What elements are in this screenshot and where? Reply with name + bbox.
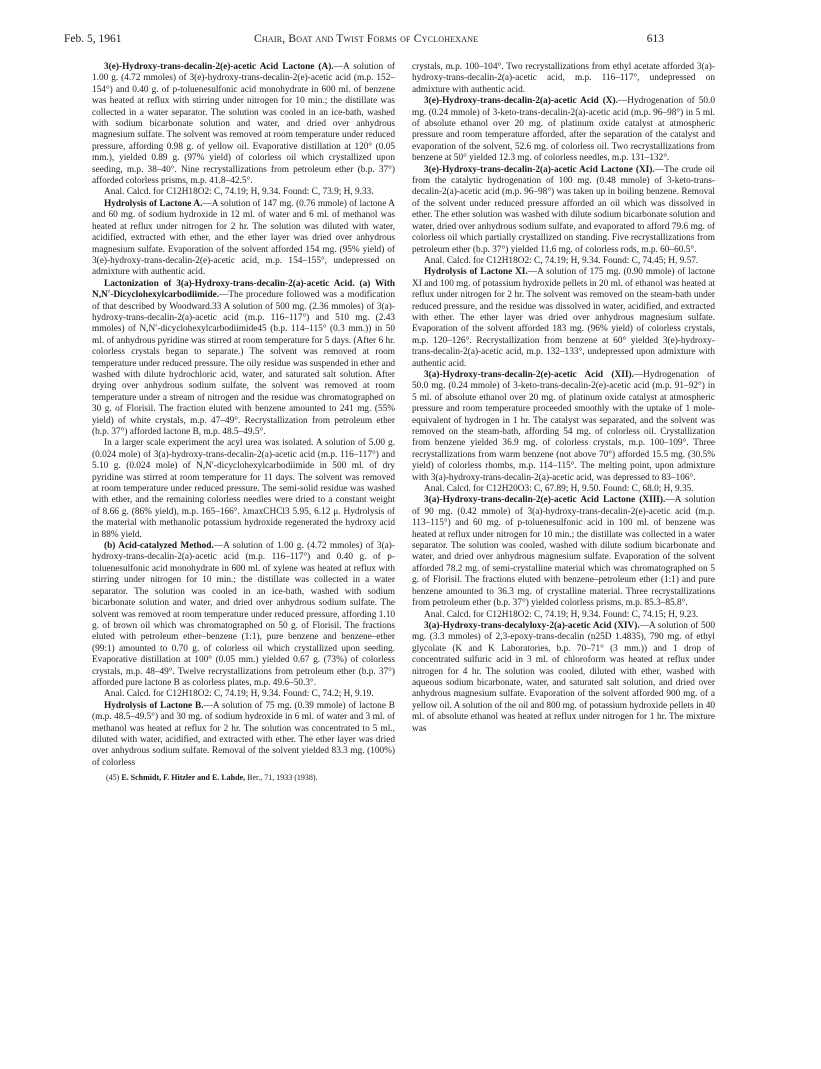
paragraph-heading: Hydrolysis of Lactone XI.	[424, 267, 528, 278]
paragraph	[92, 187, 395, 198]
paragraph	[92, 199, 395, 279]
paragraph-text: —Hydrogenation of 50.0 mg. (0.24 mmole) of 3-keto-trans-decalin-2(e)-acetic acid (m.p. 91–92°) in 5 ml. of absolute ethanol over 20 mg. of platinum oxide catalyst at atmospheric pressure and room temperature proceeded smoothly with the uptake of 1 mole-equivalent of hydrogen in 1 hr. The catalyst was separated, and the solvent was removed on the steam-bath, affording 54 mg. of colorless oil. Crystallization from benzene yielded 36.9 mg. of colorless crystals, m.p. 100–109°. Three recrystallizations from warm benzene (not above 70°) afforded 15.5 mg. (30.5% yield) of colorless rhombs, m.p. 114–115°. The melting point, upon admixture with 3(a)-hydroxy-trans-decalin-2(a)-acetic acid, was depressed to 83–106°.	[412, 369, 715, 483]
paragraph-text: Anal. Calcd. for C12H18O2: C, 74.19; H, 9.34. Found: C, 74.15; H, 9.23.	[424, 609, 699, 620]
paragraph	[92, 438, 395, 541]
paragraph	[412, 62, 715, 96]
paragraph	[412, 267, 715, 370]
right-column	[412, 62, 715, 735]
paragraph-text: In a larger scale experiment the acyl urea was isolated. A solution of 5.00 g. (0.024 mole) of 3(a)-hydroxy-trans-decalin-2(a)-acetic acid (m.p. 116–117°) and 5.10 g. (0.024 mole) of N,N′-dicyclohexylcarbodiimide in 500 ml. of dry pyridine was stirred at room temperature for 11 days. The solvent was removed at room temperature under reduced pressure. The semi-solid residue was washed with ether, and the remaining colorless needles were dried to a constant weight of 8.66 g. (86% yield), m.p. 165–166°. λmaxCHCl3 5.95, 6.12 μ. Hydrolysis of the material with methanolic potassium hydroxide regenerated the hydroxy acid in 88% yield.	[92, 438, 395, 540]
paragraph-heading: 3(a)-Hydroxy-trans-decalin-2(e)-acetic Acid Lactone (XIII).	[424, 495, 666, 506]
paragraph-heading: 3(a)-Hydroxy-trans-decalin-2(e)-acetic Acid (XII).	[424, 369, 634, 380]
paragraph-text: —A solution of 90 mg. (0.42 mmole) of 3(a)-hydroxy-trans-decalin-2(e)-acetic acid (m.p. 113–115°) and 60 mg. of p-toluenesulfonic acid in 100 ml. of benzene was heated at reflux under nitrogen for 10 min.; the distillate was collected in a water separator. The solution was cooled, washed with dilute sodium bicarbonate and water, and dried over anhydrous magnesium sulfate. Evaporation of the solvent afforded 78.2 mg. of semi-crystalline material which was chromatographed on 5 g. of Florisil. The fractions eluted with benzene–petroleum ether (1:1) and pure benzene amounted to 36.3 mg. of crystalline material. Three recrystallizations from petroleum ether (b.p. 37°) yielded colorless prisms, m.p. 85.3–85.8°.	[412, 495, 715, 609]
page-header	[64, 33, 664, 49]
footnote-authors: E. Schmidt, F. Hitzler and E. Lahde,	[121, 773, 246, 783]
paragraph	[92, 701, 395, 769]
paragraph-text: crystals, m.p. 100–104°. Two recrystallizations from ethyl acetate afforded 3(a)-hydroxy-trans-decalin-2(a)-acetic acid, m.p. 116–117°, undepressed on admixture with authentic acid.	[412, 62, 715, 95]
paragraph-text: Anal. Calcd. for C12H18O2: C, 74.19; H, 9.34. Found: C, 74.2; H, 9.19.	[104, 689, 374, 700]
page-number: 613	[646, 33, 664, 45]
paragraph-text: —A solution of 147 mg. (0.76 mmole) of lactone A and 60 mg. of sodium hydroxide in 12 ml. of water and 6 ml. of methanol was heated at reflux under nitrogen for 2 hr. The solution was diluted with water, acidified, extracted with ether, and the ether layer was dried over anhydrous magnesium sulfate. Evaporation of the solvent afforded 154 mg. (95% yield) of 3(e)-hydroxy-trans-decalin-2(e)-acetic acid, m.p. 154–155°, undepressed on admixture with authentic acid.	[92, 198, 395, 278]
paragraph-heading: 3(e)-Hydroxy-trans-decalin-2(e)-acetic Acid Lactone (A).	[104, 62, 334, 72]
paragraph-text: —The procedure followed was a modification of that described by Woodward.33 A solution of 500 mg. (2.36 mmoles) of 3(a)-hydroxy-trans-decalin-2(a)-acetic acid (m.p. 116–117°) and 510 mg. (2.43 mmoles) of N,N′-dicyclohexylcarbodiimide45 (b.p. 114–115° (0.3 mm.)) in 50 ml. of anhydrous pyridine was stirred at room temperature for 5 days. (After 6 hr. colorless crystals began to separate.) The solvent was removed at room temperature under reduced pressure. The oily residue was suspended in ether and washed with dilute hydrochloric acid, water, and saturated salt solution. After drying over anhydrous sodium sulfate, the solvent was removed at room temperature under a stream of nitrogen and the residue was chromatographed on 30 g. of Florisil. The fraction eluted with benzene amounted to 241 mg. (55% yield) of white crystals, m.p. 47–49°. Recrystallization from petroleum ether (b.p. 37°) afforded lactone B, m.p. 48.5–49.5°.	[92, 290, 395, 437]
paragraph-heading: 3(e)-Hydroxy-trans-decalin-2(a)-acetic Acid Lactone (XI).	[424, 164, 655, 175]
footnote	[92, 773, 395, 783]
paragraph-heading: 3(e)-Hydroxy-trans-decalin-2(a)-acetic Acid (X).	[424, 96, 618, 107]
paragraph-text: —A solution of 500 mg. (3.3 mmoles) of 2,3-epoxy-trans-decalin (n25D 1.4835), 790 mg. of ethyl glycolate (K and K Laboratories, b.p. 70–71° (3 mm.)) and 1 drop of concentrated sulfuric acid in 3 ml. of chloroform was heated at reflux under nitrogen for 4 hr. The solution was cooled, diluted with ether, washed with aqueous sodium bicarbonate, water, and saturated salt solution, and dried over anhydrous magnesium sulfate. Evaporation of the solvent afforded 900 mg. of a yellow oil. A solution of the oil and 800 mg. of potassium hydroxide pellets in 40 ml. of absolute ethanol was heated at reflux under nitrogen for 1 hr. The mixture was	[412, 620, 715, 734]
footnote-citation: Ber., 71, 1933 (1938).	[247, 773, 318, 783]
paragraph	[92, 689, 395, 700]
paragraph	[412, 96, 715, 164]
paragraph	[92, 541, 395, 689]
paragraph	[92, 62, 395, 187]
paragraph-heading: 3(a)-Hydroxy-trans-decalyloxy-2(a)-acetic Acid (XIV).	[424, 620, 640, 631]
paragraph-heading: Hydrolysis of Lactone B.	[104, 700, 204, 711]
paragraph-heading: (b) Acid-catalyzed Method.	[104, 541, 214, 552]
paragraph-text: —The crude oil from the catalytic hydrogenation of 100 mg. (0.48 mmole) of 3-keto-trans-decalin-2(a)-acetic acid (m.p. 96–98°) was taken up in boiling benzene. Removal of the solvent under reduced pressure afforded an oil which was dissolved in ether. The ether solution was washed with dilute sodium bicarbonate solution and water, dried over anhydrous sodium sulfate, and evaporated to afford 79.6 mg. of colorless oil which partially crystallized on standing. Five recrystallizations from petroleum ether (b.p. 37°) yielded 11.6 mg. of colorless rods, m.p. 60–60.5°.	[412, 164, 715, 255]
paragraph-text: Anal. Calcd. for C12H18O2: C, 74.19; H, 9.34. Found: C, 74.45; H, 9.57.	[424, 255, 699, 266]
paragraph	[412, 610, 715, 621]
paragraph-text: Anal. Calcd. for C12H18O2: C, 74.19; H, 9.34. Found: C, 73.9; H, 9.33.	[104, 187, 374, 198]
paragraph-text: —A solution of 75 mg. (0.39 mmole) of lactone B (m.p. 48.5–49.5°) and 30 mg. of sodium hydroxide in 6 ml. of water and 3 ml. of methanol was heated at reflux for 2 hr. The solution was concentrated to 5 ml., diluted with water, acidified, and extracted with ether. The ether layer was dried over anhydrous sodium sulfate. Removal of the solvent yielded 83.3 mg. (100%) of colorless	[92, 700, 395, 768]
left-column	[92, 62, 395, 783]
paragraph	[412, 370, 715, 484]
paragraph-text: —A solution of 1.00 g. (4.72 mmoles) of 3(e)-hydroxy-trans-decalin-2(e)-acetic acid (m.p. 152–154°) and 0.40 g. of p-toluenesulfonic acid monohydrate in 600 ml. of benzene was heated at reflux with stirring under nitrogen for 10 min.; the distillate was collected in a water separator. The solution was cooled in an ice-bath, washed with sodium bicarbonate solution and water, and dried over anhydrous magnesium sulfate. The solvent was removed at room temperature under reduced pressure, affording 0.98 g. of yellow oil. Evaporative distillation at 120° (0.05 mm.), yielded 0.89 g. (97% yield) of colorless oil which crystallized upon seeding, m.p. 38–40°. Nine recrystallizations from petroleum ether (b.p. 37°) afforded colorless prisms, m.p. 41.8–42.5°.	[92, 62, 395, 187]
paragraph	[412, 165, 715, 256]
paragraph-heading: Lactonization of 3(a)-Hydroxy-trans-decalin-2(a)-acetic Acid. (a) With N,N′-Dicyclohexylcarbodiimide.	[92, 278, 395, 301]
paragraph-text: —A solution of 175 mg. (0.90 mmole) of lactone XI and 100 mg. of potassium hydroxide pellets in 20 ml. of ethanol was heated at reflux under nitrogen for 2 hr. The solvent was removed on the steam-bath under reduced pressure, and the residue was dissolved in water, acidified, and extracted with ether. The ether layer was dried over anhydrous magnesium sulfate. Evaporation of the solvent afforded 183 mg. (96% yield) of colorless crystals, m.p. 120–126°. Recrystallization from benzene at 60° yielded 3(e)-hydroxy-trans-decalin-2(a)-acetic acid, m.p. 132–133°, undepressed upon admixture with authentic acid.	[412, 267, 715, 369]
paragraph-text: —A solution of 1.00 g. (4.72 mmoles) of 3(a)-hydroxy-trans-decalin-2(a)-acetic acid (m.p. 116–117°) and 0.40 g. of p-toluenesulfonic acid monohydrate in 600 ml. of xylene was heated at reflux with stirring under nitrogen for 10 min.; the distillate was collected in a water separator. The solution was cooled in an ice-bath, washed with sodium bicarbonate solution and water, and dried over anhydrous sodium sulfate. The solvent was removed at room temperature under reduced pressure, affording 1.10 g. of brown oil which was chromatographed on 50 g. of Florisil. The fractions eluted with petroleum ether–benzene (1:1), pure benzene and benzene–ether (99:1) amounted to 0.70 g. of colorless oil which crystallized upon seeding. Evaporative distillation at 100° (0.05 mm.) yielded 0.67 g. (73%) of colorless crystals, m.p. 48–49°. Twelve recrystallizations from petroleum ether (b.p. 37°) afforded pure lactone B as colorless plates, m.p. 49.6–50.3°.	[92, 541, 395, 688]
footnote-number: (45)	[106, 773, 120, 783]
paragraph	[412, 621, 715, 735]
paragraph	[412, 495, 715, 609]
paragraph-heading: Hydrolysis of Lactone A.	[104, 198, 203, 209]
paragraph	[412, 256, 715, 267]
paragraph	[412, 484, 715, 495]
running-title: Chair, Boat and Twist Forms of Cyclohexane	[254, 33, 479, 45]
paragraph-text: Anal. Calcd. for C12H20O3: C, 67.89; H, 9.50. Found: C, 68.0; H, 9.35.	[424, 484, 694, 495]
header-date: Feb. 5, 1961	[64, 33, 122, 45]
paragraph-text: —Hydrogenation of 50.0 mg. (0.24 mmole) of 3-keto-trans-decalin-2(a)-acetic acid (m.p. 96–98°) in 5 ml. of absolute ethanol over 20 mg. of platinum oxide catalyst at atmospheric pressure and room temperature afforded, after the separation of the catalyst and evaporation of the solvent, 52.6 mg. of colorless oil. Two recrystallizations from benzene at 50° yielded 12.3 mg. of colorless needles, m.p. 131–132°.	[412, 96, 716, 164]
paragraph	[92, 279, 395, 439]
